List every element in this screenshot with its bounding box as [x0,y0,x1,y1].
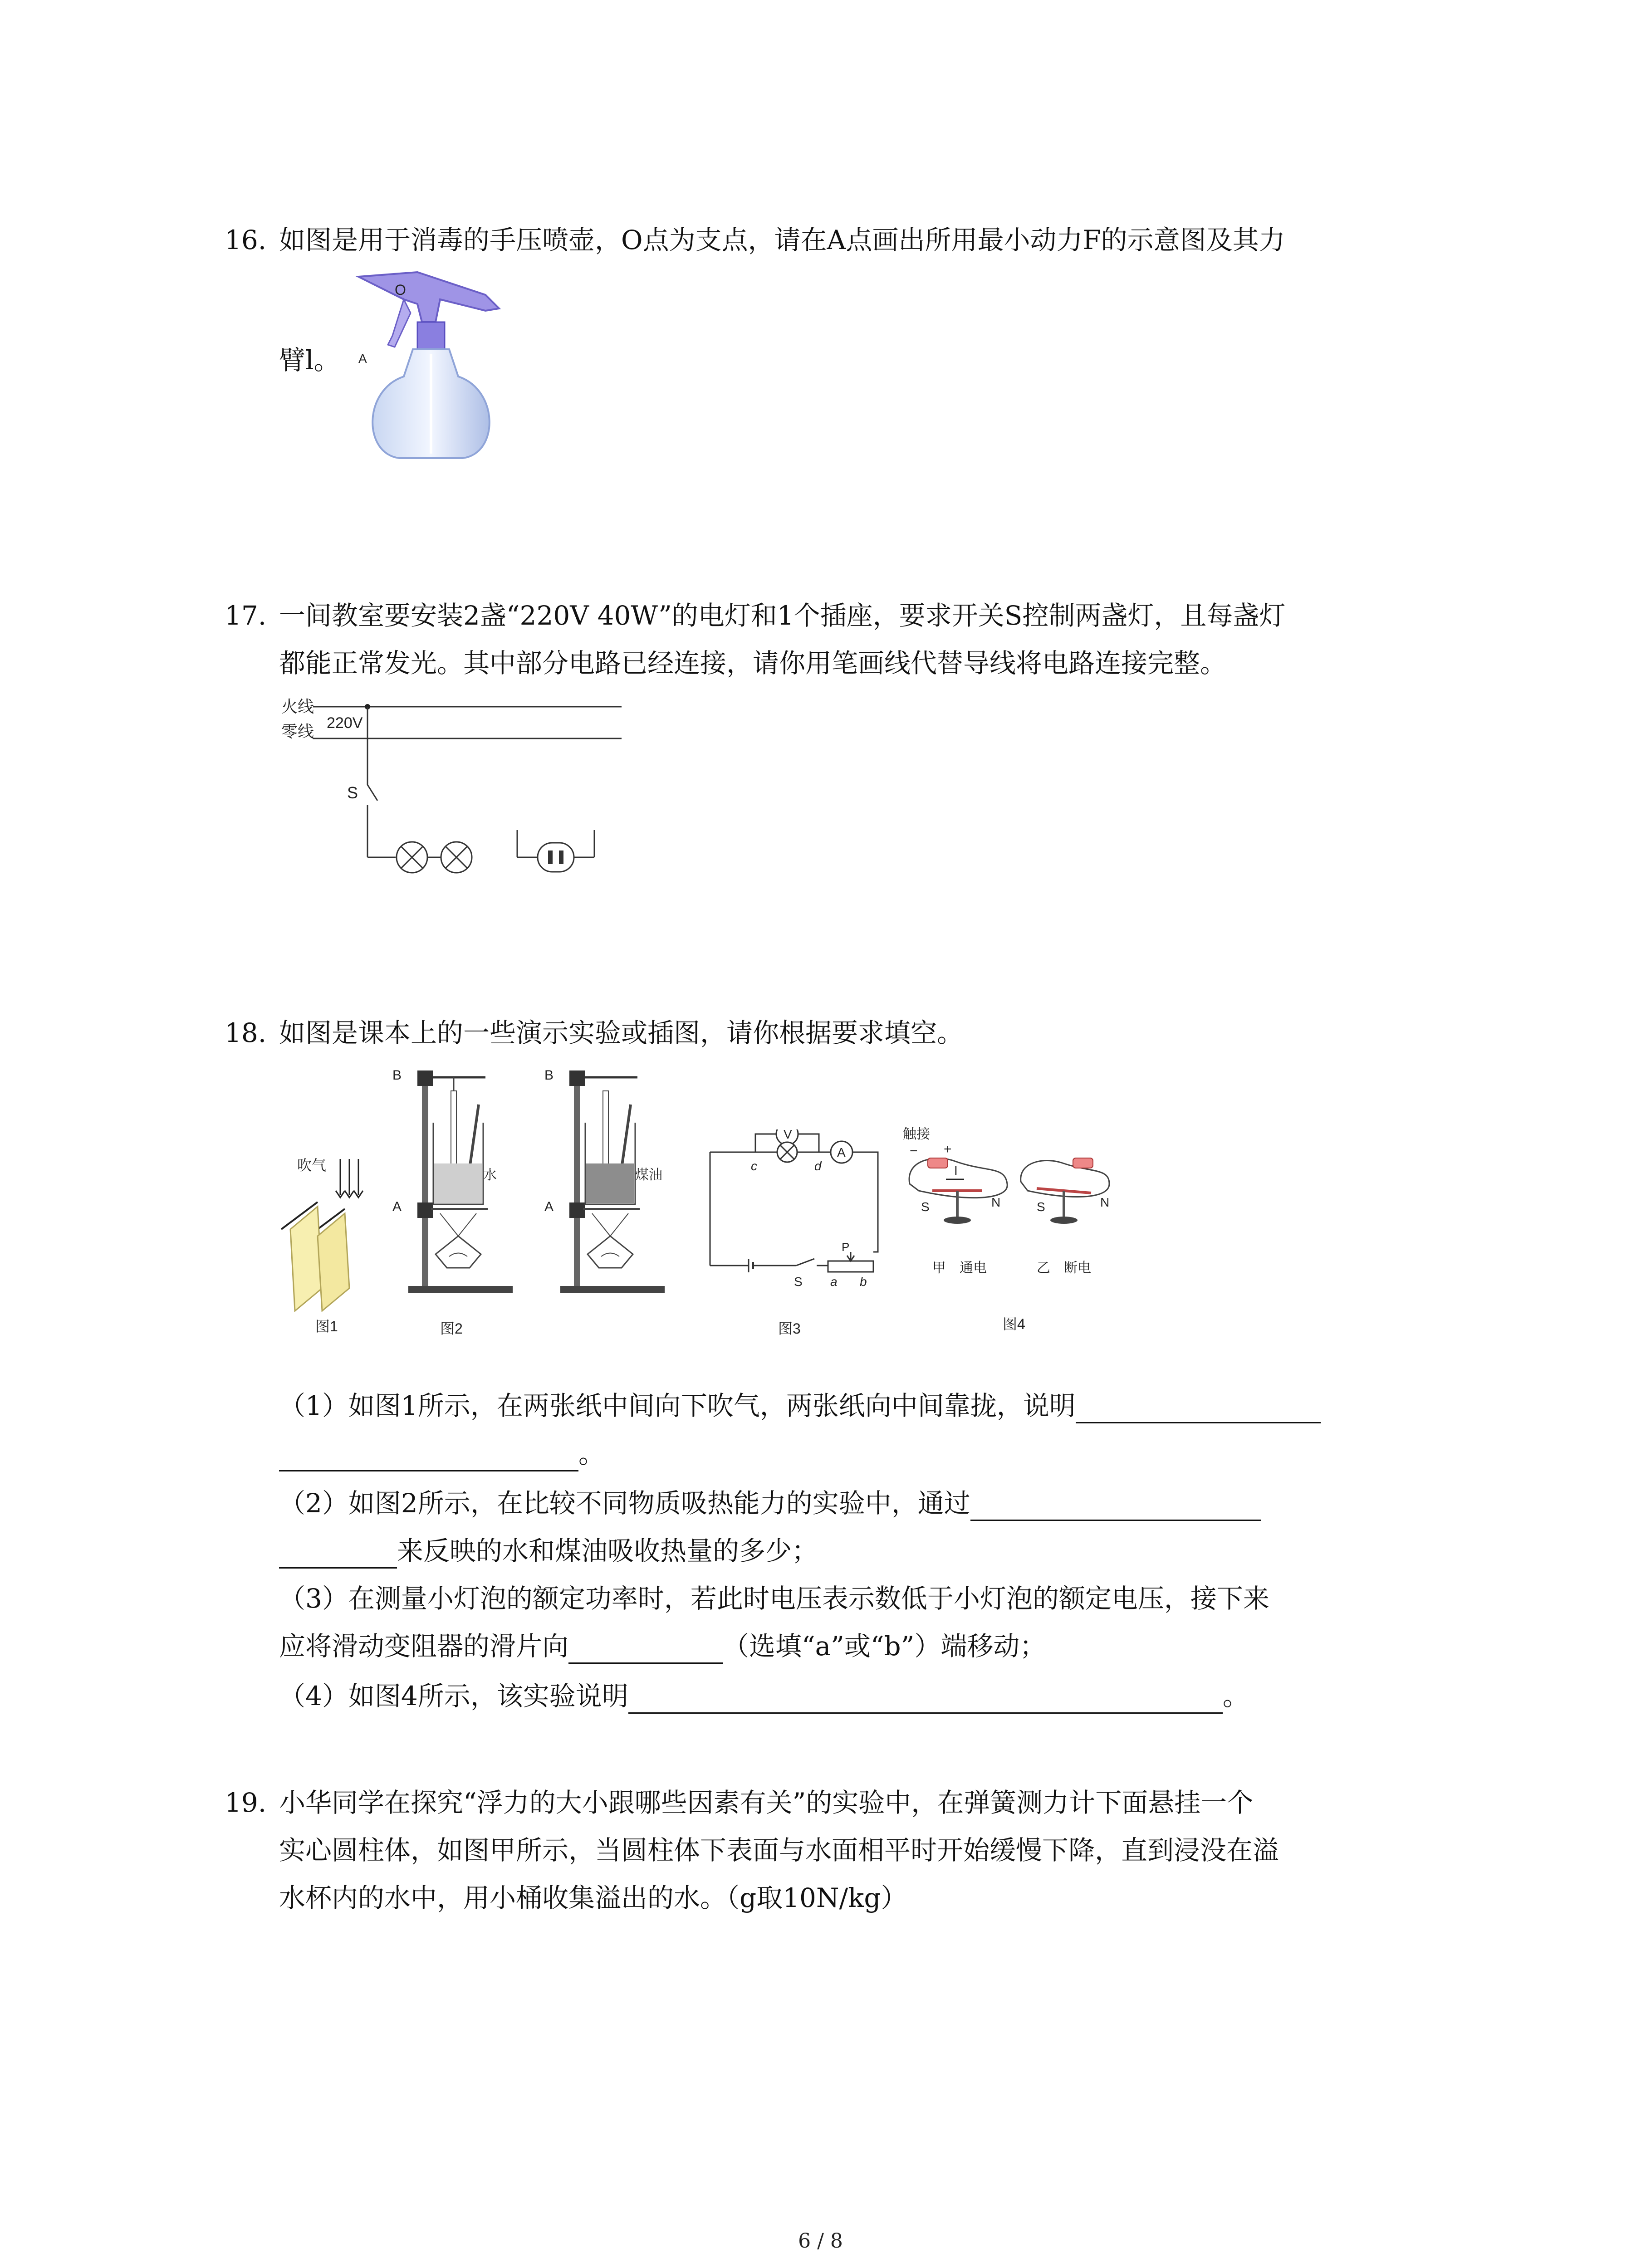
q18-part2-text: （2）如图2所示，在比较不同物质吸热能力的实验中，通过 [279,1488,970,1519]
fig4-minus: − [910,1144,918,1158]
fig2-label-b: B [392,1068,402,1083]
q18-part3-blank[interactable] [568,1635,723,1664]
voltage-label: 220V [327,714,363,732]
fig4-s1: S [921,1200,930,1214]
figure-2-water-apparatus [390,1064,531,1336]
q18-part1-text: （1）如图1所示，在两张纸中间向下吹气，两张纸向中间靠拢，说明 [279,1390,1076,1421]
fig4-caption: 图4 [1003,1316,1025,1332]
q18-part4-end: 。 [1222,1681,1249,1711]
q18-part4-text: （4）如图4所示，该实验说明 [279,1681,628,1711]
question-16-text-line2: 臂l。 [279,345,340,376]
fig2b-liquid-label: 煤油 [635,1168,662,1183]
fig3-label-b: b [860,1275,867,1289]
question-17-text-line1: 一间教室要安装2盏“220V 40W”的电灯和1个插座，要求开关S控制两盏灯，且每盏灯 [279,600,1286,631]
question-16-number: 16. [225,225,267,255]
fig3-label-d: d [814,1159,822,1173]
label-a: A [358,352,367,366]
fig3-ammeter: A [837,1145,846,1159]
fig4-left-caption: 甲 通电 [932,1261,987,1276]
figure-1-paper-blow [277,1152,381,1334]
question-17-text-line2: 都能正常发光。其中部分电路已经连接，请你用笔画线代替导线将电路连接完整。 [279,648,1227,679]
fig2-label-a: A [392,1199,402,1214]
switch-symbol [367,785,377,801]
fig3-label-c: c [751,1159,757,1173]
fig3-label-s: S [794,1275,803,1289]
question-19-text-line3: 水杯内的水中，用小桶收集溢出的水。（g取10N/kg） [279,1882,907,1913]
neutral-wire-label: 零线 [281,722,314,741]
fig3-voltmeter: V [784,1129,792,1141]
fig3-label-p: P [842,1240,850,1254]
fig4-right-caption: 乙 断电 [1037,1261,1091,1276]
fig4-touch-label: 触接 [903,1127,930,1142]
q18-part2-line2 [279,1533,818,1569]
q18-part2-blank-b[interactable] [279,1540,397,1569]
q18-part1-line1 [279,1388,1321,1423]
question-18-text-line1: 如图是课本上的一些演示实验或插图，请你根据要求填空。 [279,1017,964,1048]
fig2-liquid-label: 水 [483,1168,497,1183]
fig4-current-label: I [954,1163,958,1178]
q18-part4-blank[interactable] [628,1685,1223,1714]
question-18-number: 18. [225,1017,267,1048]
lamp-1 [397,842,427,873]
page-number: 6 / 8 [798,2229,843,2253]
q18-part2-blank-a[interactable] [970,1492,1261,1521]
question-19-text-line1: 小华同学在探究“浮力的大小跟哪些因素有关”的实验中，在弹簧测力计下面悬挂一个 [279,1787,1254,1818]
fig4-s2: S [1037,1200,1045,1214]
q18-part1-blank-b[interactable] [279,1443,578,1471]
q18-part1-line2 [279,1436,605,1471]
question-19-text-line2: 实心圆柱体，如图甲所示，当圆柱体下表面与水面相平时开始缓慢下降，直到浸没在溢 [279,1835,1279,1866]
classroom-circuit-figure [277,694,631,885]
fig4-n1: N [991,1195,1001,1209]
fig2b-label-b: B [544,1068,554,1083]
fig3-label-a: a [830,1275,838,1289]
q18-part3-line1: （3）在测量小灯泡的额定功率时，若此时电压表示数低于小灯泡的额定电压，接下来 [279,1583,1269,1614]
fig3-caption: 图3 [778,1320,801,1336]
question-16-text-line1: 如图是用于消毒的手压喷壶，O点为支点，请在A点画出所用最小动力F的示意图及其力 [279,225,1285,255]
q18-part2-line1 [279,1486,1261,1521]
figure-4-oersted-experiment [901,1123,1136,1336]
fig4-n2: N [1100,1195,1110,1209]
question-19-number: 19. [225,1787,267,1818]
label-o: O [395,282,406,298]
q18-part2-end: 来反映的水和煤油吸收热量的多少； [397,1535,818,1566]
figure-3-lamp-power-circuit [705,1129,896,1336]
fig1-blow-label: 吹气 [297,1157,327,1173]
q18-part3-end: （选填“a”或“b”）端移动； [723,1631,1046,1662]
lamp-2 [441,842,472,873]
q18-part4-line [279,1678,1249,1714]
q18-part3-line2 [279,1628,1046,1664]
figure-2-kerosene-apparatus [542,1064,692,1304]
fig2b-label-a: A [544,1199,554,1214]
fig4-plus: + [944,1142,952,1157]
live-wire-label: 火线 [281,697,314,716]
q18-part1-end: 。 [578,1438,605,1469]
fig2-caption: 图2 [440,1320,463,1336]
socket-symbol [517,830,594,872]
q18-part1-blank-a[interactable] [1076,1395,1321,1423]
q18-part3-text: 应将滑动变阻器的滑片向 [279,1631,569,1662]
fig1-caption: 图1 [315,1318,338,1334]
switch-label: S [347,783,358,802]
question-17-number: 17. [225,600,267,631]
spray-bottle-figure [349,268,513,463]
